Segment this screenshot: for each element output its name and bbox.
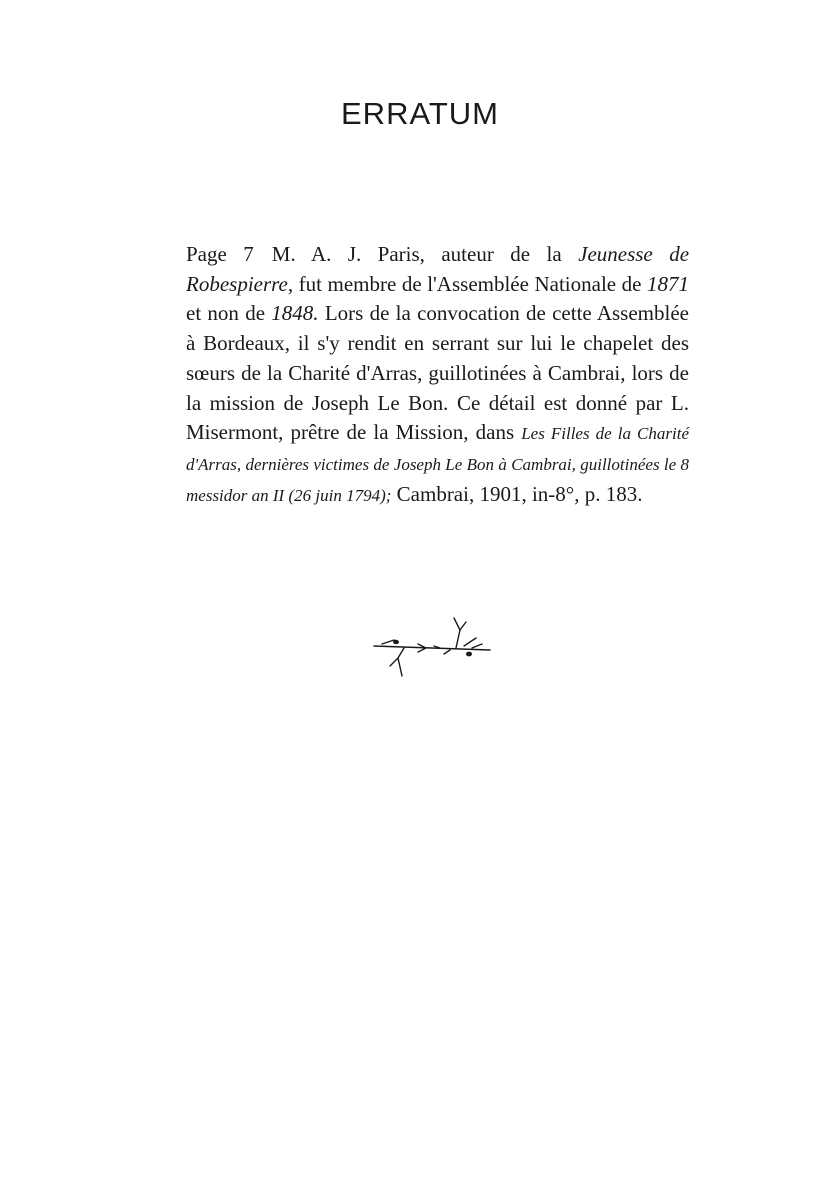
- italic-year-1848: 1848.: [271, 301, 319, 326]
- text-segment-5: Cambrai, 1901, in-8°, p. 183.: [391, 481, 643, 506]
- text-segment-4: Lors de la convocation de cette Assemblée à Bordeaux, il s'y rendit en serrant sur lui le chapelet des sœurs de la Charité d'Arras, guillotinées à Cambrai, lors de la mission de Joseph Le Bon. Ce détail est donné par L. Misermont, prêtre de la Mission, dans: [186, 301, 689, 445]
- italic-book-title: Les Filles de la Charité d'Arras, dernières victimes de Joseph Le Bon à Cambrai, guillotinées le 8 messidor an II (26 juin 1794);: [186, 424, 690, 505]
- italic-title-jeunesse: Jeunesse de Robespierre,: [186, 242, 690, 296]
- text-segment-3: et non de: [186, 301, 272, 326]
- page-reference: Page 7: [186, 242, 254, 266]
- italic-year-1871: 1871: [647, 271, 689, 296]
- text-segment-2: fut membre de l'Assemblée Nationale de: [293, 271, 647, 296]
- page-title: ERRATUM: [341, 96, 499, 131]
- floral-vignette-icon: [368, 608, 498, 680]
- text-segment-1: M. A. J. Paris, auteur de la: [271, 242, 579, 266]
- erratum-paragraph: [186, 240, 689, 510]
